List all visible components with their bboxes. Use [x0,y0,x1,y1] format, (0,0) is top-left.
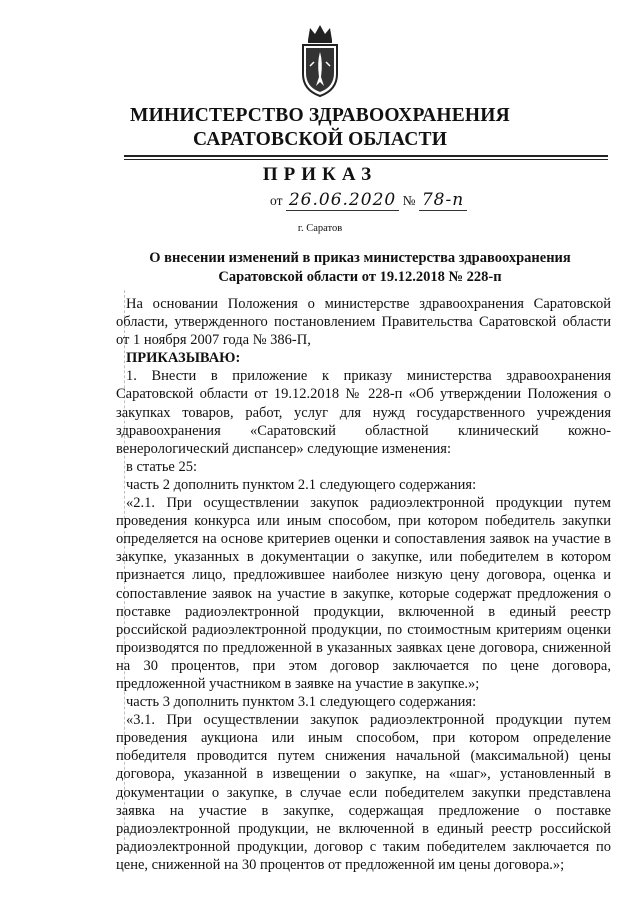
point-2-1-paragraph: «2.1. При осуществлении закупок радиоэлектронной продукции путем проведения конкурса или иным способом, при котором победитель закупки определяется на основе критериев оценки и сопоставления заявок на участие в закупке, указанных в документации о закупке, или победителем в котором признается лицо, предложившее наиболее низкую цену договора, оценка и сопоставление заявок на участие в закупке, которые содержат предложения о поставке радиоэлектронной продукции, включенной в единый реестр российской радиоэлектронной продукции, по стоимостным критериям оценки производятся по предложенной в указанных заявках цене договора, сниженной на 30 процентов, при этом договор заключается по цене договора, предложенной участником в заявке на участие в закупке.»; [116,495,611,692]
subject-line-1: О внесении изменений в приказ министерства здравоохранения [149,250,571,266]
subject-line-2: Саратовской области от 19.12.2018 № 228-п [218,269,502,285]
ministry-line-1: МИНИСТЕРСТВО ЗДРАВООХРАНЕНИЯ [130,105,510,126]
ministry-line-2: САРАТОВСКОЙ ОБЛАСТИ [192,129,448,150]
order-subject [110,249,610,287]
header-rule-thin [124,159,608,160]
date-prefix: от [270,193,283,208]
part-3-intro: часть 3 дополнить пунктом 3.1 следующего содержания: [126,694,477,711]
number-value: 78-п [419,190,467,211]
coat-of-arms-emblem [298,22,342,98]
point-3-1-paragraph: «3.1. При осуществлении закупок радиоэлектронной продукции путем проведения аукциона или иным способом, при котором определение победителя проводится путем снижения начальной (максимальной) цены договора, указанной в извещении о закупке, на «шаг», установленный в документации о закупке, в случае если победителем закупки представлена заявка на участие в закупке, содержащая предложение о поставке радиоэлектронной продукции, не включенной в единый реестр российской радиоэлектронной продукции, договор с таким победителем заключается по цене, сниженной на 30 процентов от предложенной им цены договора.»; [116,712,611,873]
body-text [116,295,611,874]
header-rule-thick [124,155,608,157]
date-value: 26.06.2020 [286,190,399,211]
city-label: г. Саратов [297,223,343,234]
part-2-intro: часть 2 дополнить пунктом 2.1 следующего содержания: [126,476,477,493]
item-1-paragraph: 1. Внести в приложение к приказу министерства здравоохранения Саратовской области от 19.12.2018 № 228-п «Об утверждении Положения о закупках товаров, работ, услуг для нужд государственного учреждения здравоохранения «Саратовский областной клинический кожно-венерологический диспансер» следующие изменения: [116,368,611,457]
number-prefix: № [402,193,416,208]
ministry-name [0,104,640,152]
doc-type-title: ПРИКАЗ [262,164,378,185]
preamble-paragraph: На основании Положения о министерстве здравоохранения Саратовской области, утвержденного постановлением Правительства Саратовской области от 1 ноября 2007 года № 386-П, [116,296,611,349]
date-number-line [270,190,500,211]
order-word: ПРИКАЗЫВАЮ: [126,350,241,367]
article-25-line: в статье 25: [126,458,198,475]
